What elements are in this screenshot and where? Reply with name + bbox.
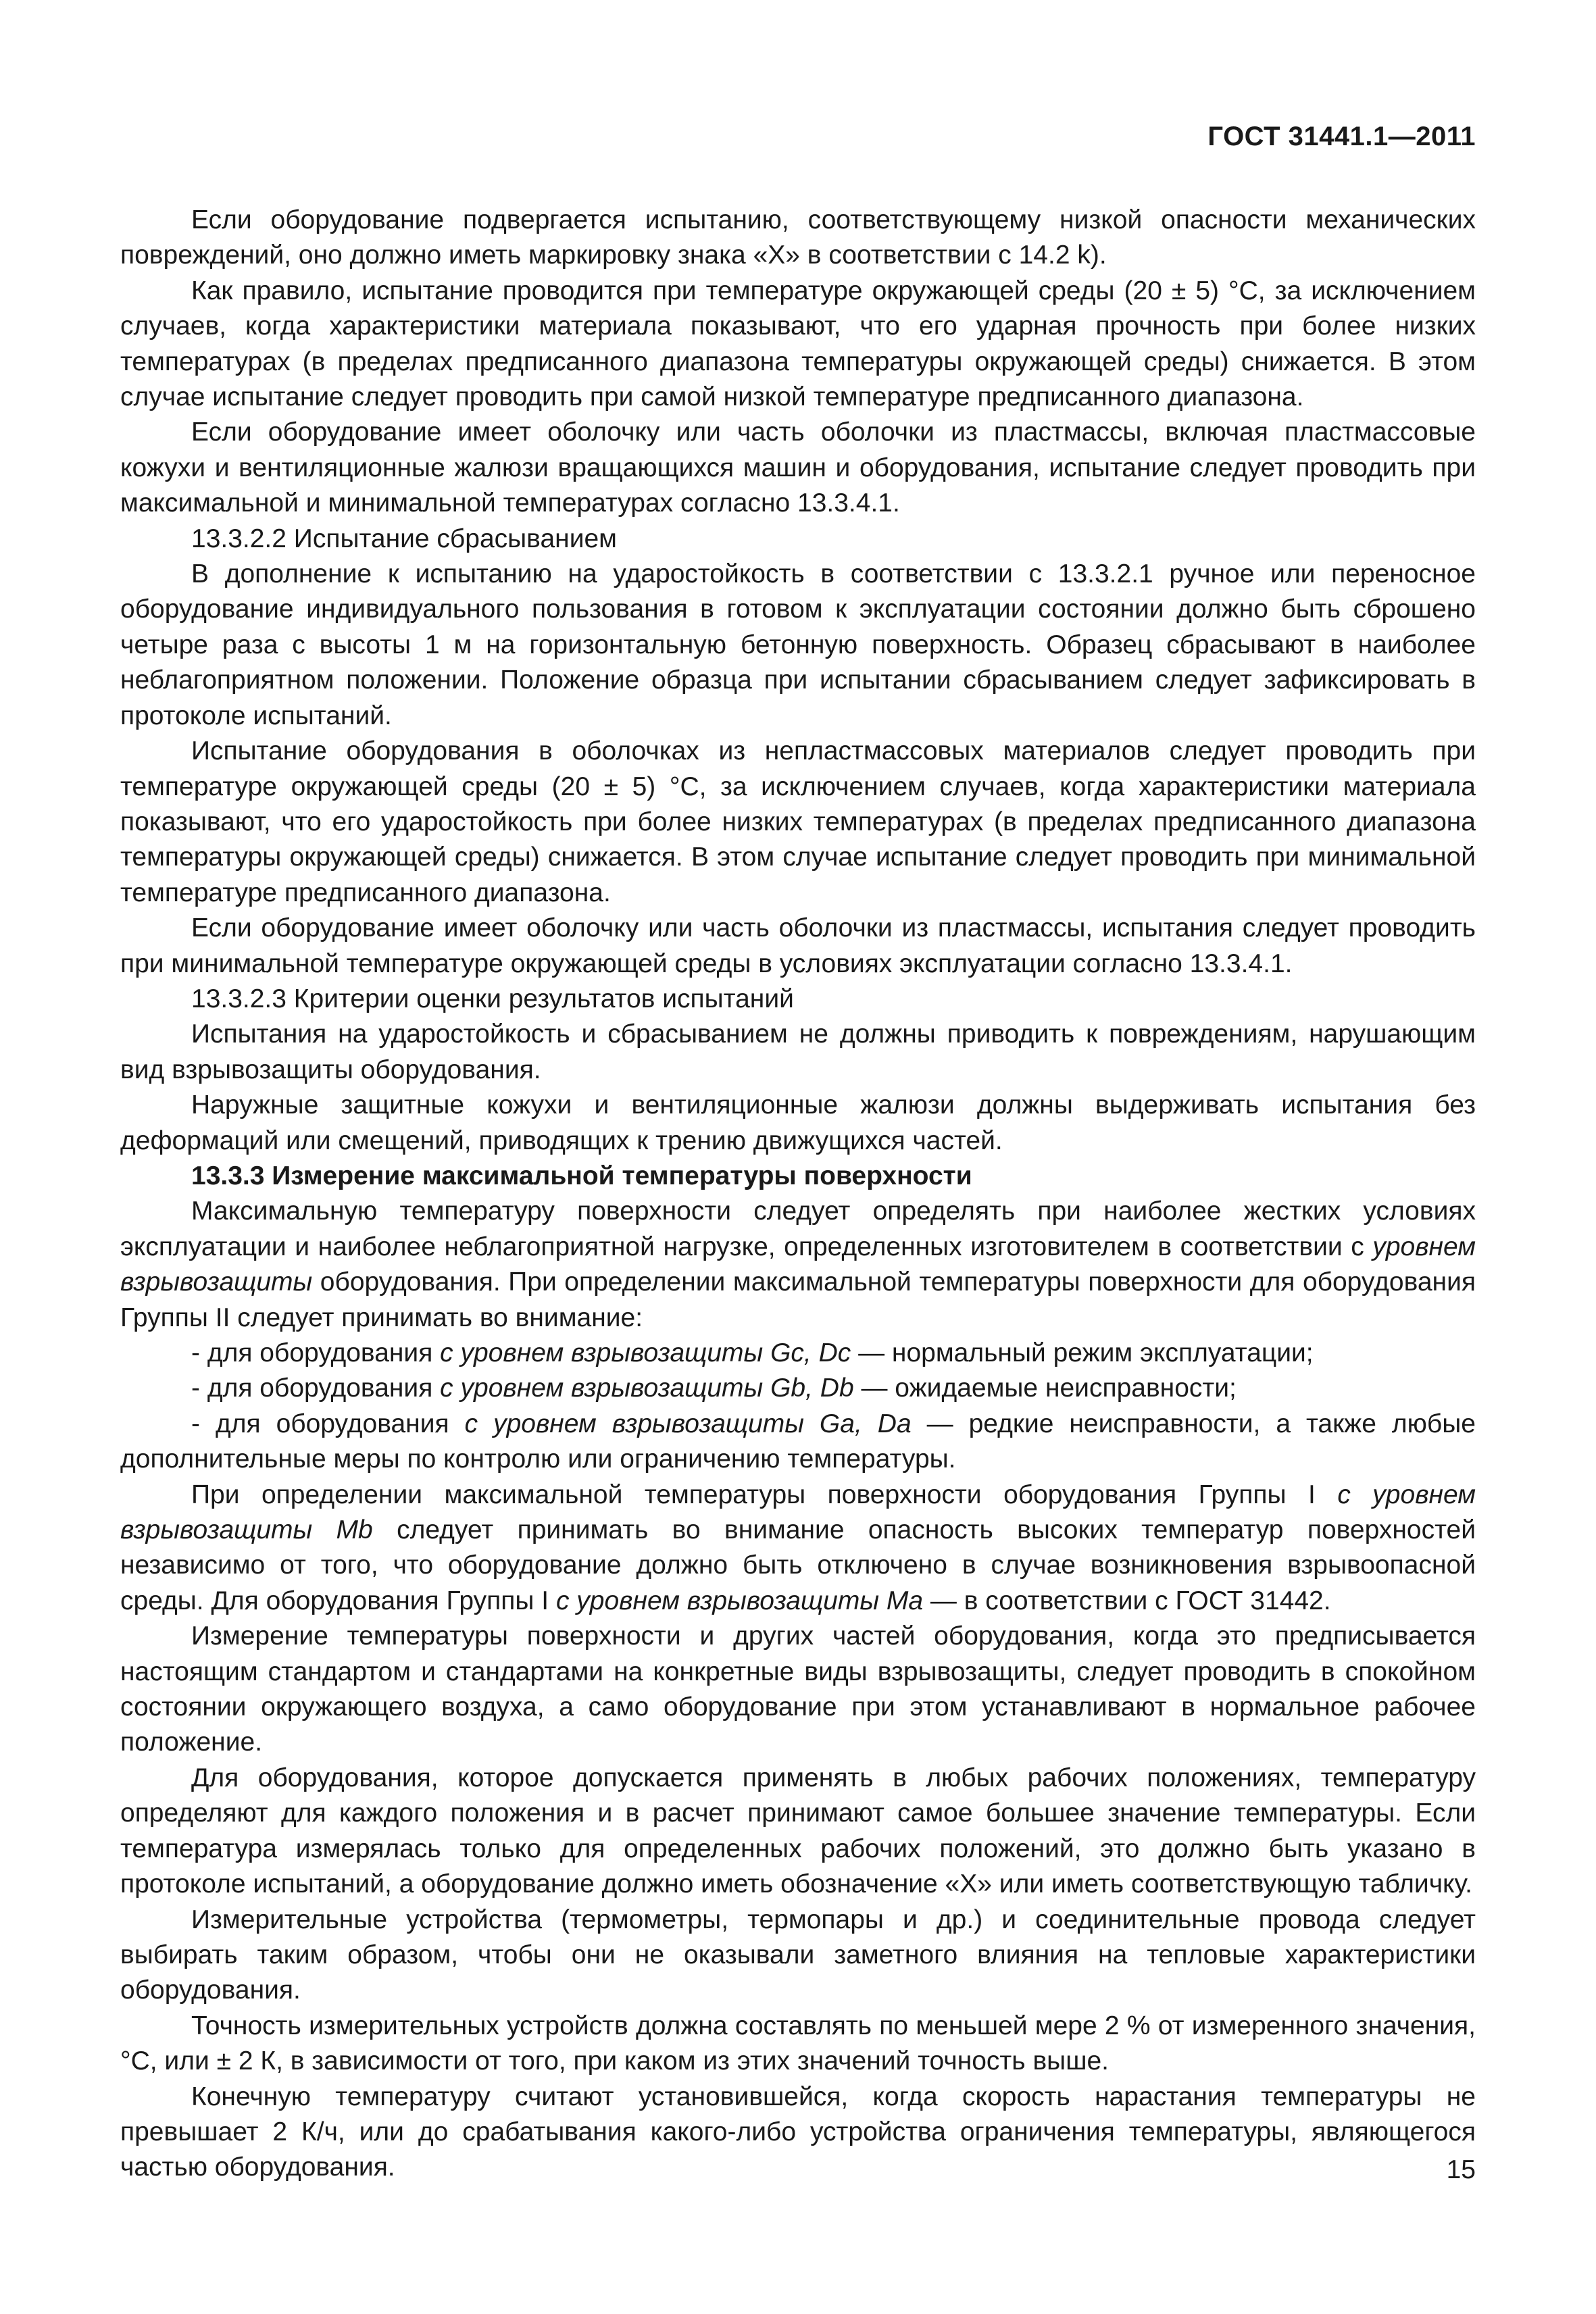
paragraph <box>120 2080 1476 2186</box>
paragraph <box>120 982 1476 1017</box>
paragraph <box>120 203 1476 274</box>
text-run: Для оборудования, которое допускается применять в любых рабочих положениях, температуру определяют для каждого положения и в расчет принимают самое большее значение температуры. Если температура измерялась только для определенных рабочих положений, это должно быть указано в протоколе испытаний, а оборудование должно иметь обозначение «X» или иметь соответствующую табличку. <box>120 1763 1476 1899</box>
italic-term: уровнем взрывозащиты <box>120 1232 1476 1297</box>
paragraph <box>120 1478 1476 1619</box>
text-run: Если оборудование имеет оболочку или часть оболочки из пластмассы, включая пластмассовые кожухи и вентиляционные жалюзи вращающихся машин и оборудования, испытание следует проводить при максимальной и минимальной температурах согласно 13.3.4.1. <box>120 418 1476 518</box>
paragraph <box>120 1017 1476 1088</box>
text-run: 13.3.2.3 Критерии оценки результатов испытаний <box>191 984 794 1013</box>
italic-term: с уровнем взрывозащиты Gc, Dc <box>440 1338 851 1367</box>
text-run: Испытание оборудования в оболочках из непластмассовых материалов следует проводить при температуре окружающей среды (20 ± 5) °С, за исключением случаев, когда характеристики материала показывают, что его ударостойкость при более низких температурах (в пределах предписанного диапазона температуры окружающей среды) снижается. В этом случае испытание следует проводить при минимальной температуре предписанного диапазона. <box>120 736 1476 907</box>
text-run: Испытания на ударостойкость и сбрасыванием не должны приводить к повреждениям, нарушающим вид взрывозащиты оборудования. <box>120 1020 1476 1084</box>
italic-term: с уровнем взрывозащиты Gb, Db <box>440 1374 854 1403</box>
paragraph <box>120 1088 1476 1159</box>
paragraph <box>120 1903 1476 2009</box>
text-run: 13.3.3 Измерение максимальной температуры поверхности <box>191 1161 972 1190</box>
text-run: 13.3.2.2 Испытание сбрасыванием <box>191 524 617 553</box>
text-run: оборудования. При определении максимальной температуры поверхности для оборудования Группы II следует принимать во внимание: <box>120 1267 1476 1332</box>
italic-term: с уровнем взрывозащиты Mb <box>120 1480 1476 1545</box>
body-text <box>120 203 1476 2186</box>
italic-term: с уровнем взрывозащиты Ga, Da <box>464 1409 912 1438</box>
paragraph <box>120 557 1476 734</box>
text-run: - для оборудования <box>191 1374 441 1403</box>
paragraph <box>120 415 1476 521</box>
page-number: 15 <box>1446 2155 1476 2184</box>
text-run: — ожидаемые неисправности; <box>853 1374 1237 1403</box>
text-run: Наружные защитные кожухи и вентиляционные жалюзи должны выдерживать испытания без деформаций или смещений, приводящих к трению движущихся частей. <box>120 1090 1476 1155</box>
paragraph <box>120 1407 1476 1478</box>
text-run: Измерительные устройства (термометры, термопары и др.) и соединительные провода следует выбирать таким образом, чтобы они не оказывали заметного влияния на тепловые характеристики оборудования. <box>120 1905 1476 2005</box>
text-run: При определении максимальной температуры поверхности оборудования Группы I <box>191 1480 1338 1509</box>
text-run: Максимальную температуру поверхности следует определять при наиболее жестких условиях эксплуатации и наиболее неблагоприятной нагрузке, определенных изготовителем в соответствии с <box>120 1197 1476 1261</box>
text-run: - для оборудования <box>191 1409 465 1438</box>
text-run: — нормальный режим эксплуатации; <box>851 1338 1314 1367</box>
paragraph <box>120 911 1476 982</box>
text-run: Измерение температуры поверхности и других частей оборудования, когда это предписывается настоящим стандартом и стандартами на конкретные виды взрывозащиты, следует проводить в спокойном состоянии окружающего воздуха, а само оборудование при этом устанавливают в нормальное рабочее положение. <box>120 1621 1476 1757</box>
paragraph <box>120 1194 1476 1336</box>
text-run: следует принимать во внимание опасность высоких температур поверхностей независимо от того, что оборудование должно быть отключено в случае возникновения взрывоопасной среды. Для оборудования Группы I <box>120 1515 1476 1615</box>
section-heading <box>120 1159 1476 1194</box>
paragraph <box>120 522 1476 557</box>
text-run: Если оборудование имеет оболочку или часть оболочки из пластмассы, испытания следует проводить при минимальной температуре окружающей среды в условиях эксплуатации согласно 13.3.4.1. <box>120 913 1476 978</box>
italic-term: с уровнем взрывозащиты Ma <box>555 1586 924 1615</box>
text-run: Точность измерительных устройств должна составлять по меньшей мере 2 % от измеренного значения, °С, или ± 2 К, в зависимости от того, при каком из этих значений точность выше. <box>120 2011 1476 2076</box>
paragraph <box>120 2009 1476 2080</box>
text-run: В дополнение к испытанию на ударостойкость в соответствии с 13.3.2.1 ручное или переносное оборудование индивидуального пользования в готовом к эксплуатации состоянии должно быть сброшено четыре раза с высоты 1 м на горизонтальную бетонную поверхность. Образец сбрасывают в наиболее неблагоприятном положении. Положение образца при испытании сбрасыванием следует зафиксировать в протоколе испытаний. <box>120 559 1476 730</box>
text-run: - для оборудования <box>191 1338 441 1367</box>
text-run: — редкие неисправности, а также любые дополнительные меры по контролю или ограничению температуры. <box>120 1409 1476 1474</box>
text-run: Как правило, испытание проводится при температуре окружающей среды (20 ± 5) °С, за исключением случаев, когда характеристики материала показывают, что его ударная прочность при более низких температурах (в пределах предписанного диапазона температуры окружающей среды) снижается. В этом случае испытание следует проводить при самой низкой температуре предписанного диапазона. <box>120 276 1476 412</box>
paragraph <box>120 1371 1476 1406</box>
text-run: Если оборудование подвергается испытанию, соответствующему низкой опасности механических повреждений, оно должно иметь маркировку знака «X» в соответствии с 14.2 k). <box>120 205 1476 270</box>
paragraph <box>120 1761 1476 1903</box>
text-run: — в соответствии с ГОСТ 31442. <box>923 1586 1331 1615</box>
paragraph <box>120 1619 1476 1761</box>
paragraph <box>120 734 1476 911</box>
paragraph <box>120 274 1476 416</box>
paragraph <box>120 1336 1476 1371</box>
text-run: Конечную температуру считают установившейся, когда скорость нарастания температуры не превышает 2 К/ч, или до срабатывания какого-либо устройства ограничения температуры, являющегося частью оборудования. <box>120 2082 1476 2182</box>
standard-header: ГОСТ 31441.1—2011 <box>1207 122 1476 151</box>
